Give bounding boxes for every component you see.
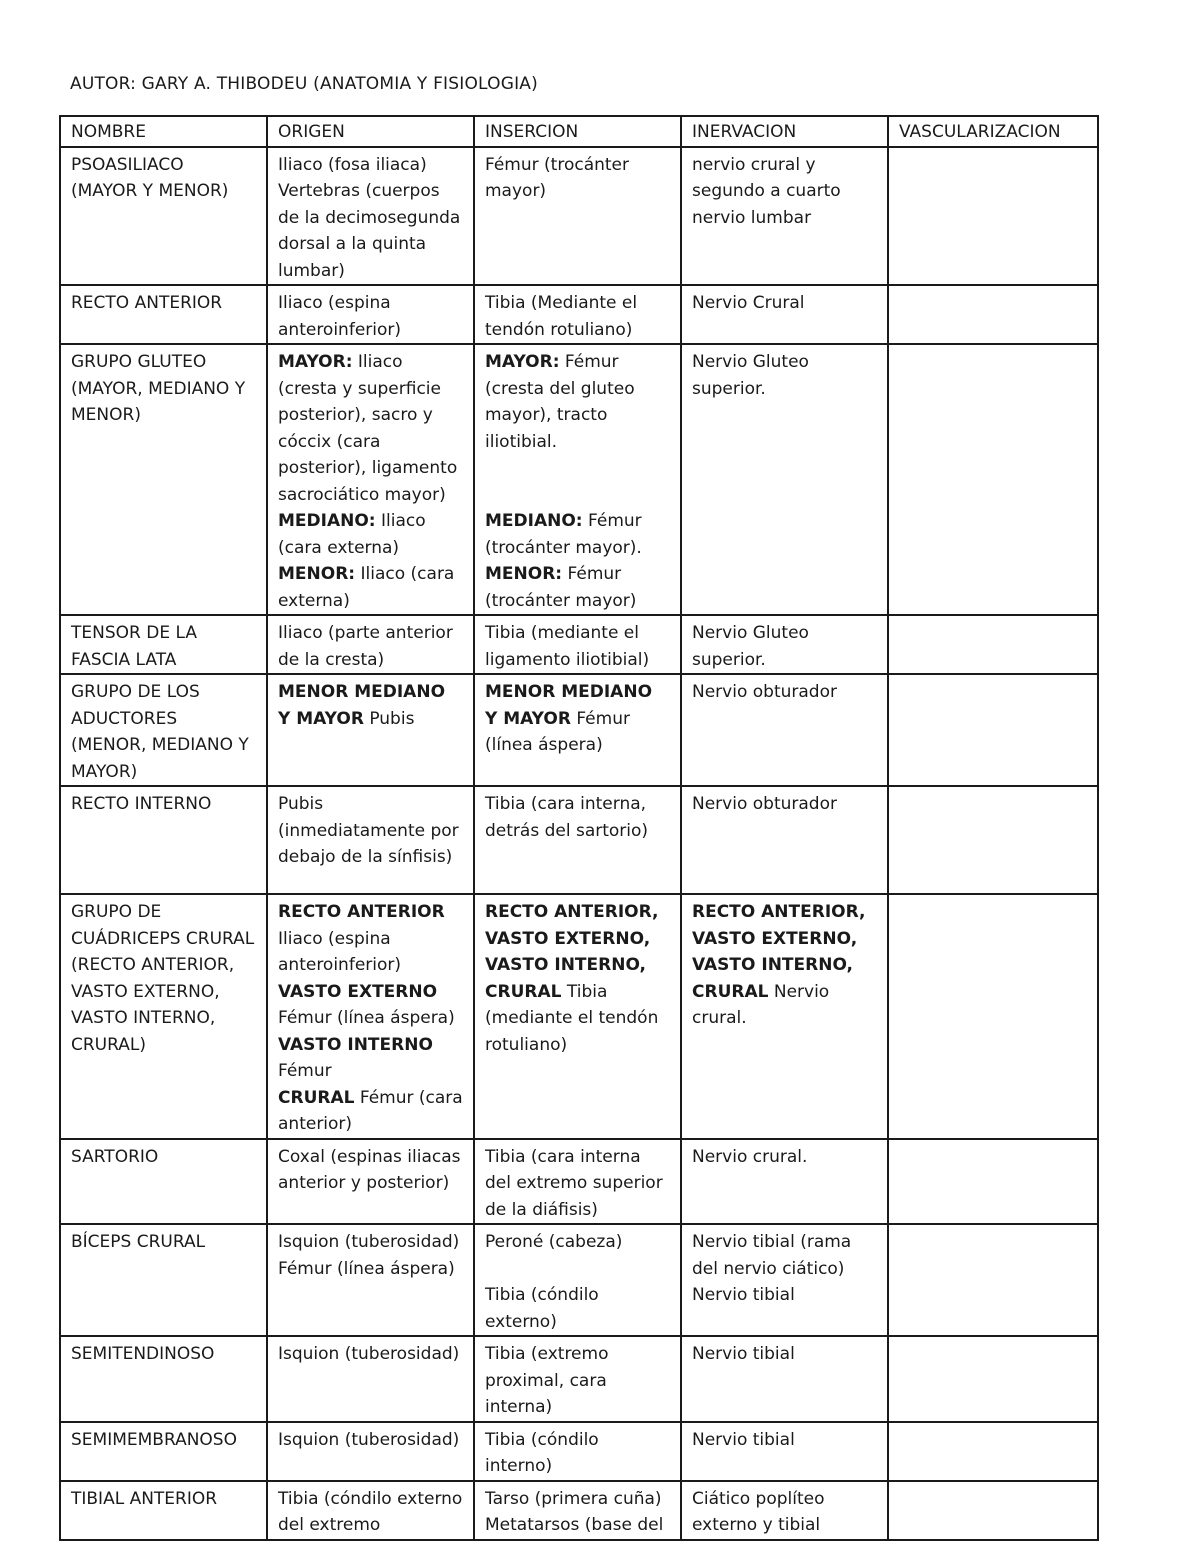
cell-origen: [267, 1422, 474, 1481]
cell-text: Nervio tibial: [692, 1285, 795, 1305]
cell-vascularizacion: [888, 1422, 1098, 1481]
cell-paragraph: [692, 1427, 877, 1454]
cell-text: Tibia (cóndilo externo del extremo: [278, 1488, 463, 1535]
cell-text: SEMITENDINOSO: [71, 1344, 215, 1364]
cell-nombre: [60, 1336, 267, 1422]
cell-paragraph: [485, 620, 670, 673]
cell-insercion: [474, 147, 681, 286]
table-header-row: [60, 116, 1098, 147]
cell-text: Vertebras (cuerpos de la decimosegunda dorsal a la quinta lumbar): [278, 181, 461, 281]
cell-text: Fémur (cara anterior): [278, 1087, 463, 1134]
table-row: [60, 894, 1098, 1139]
cell-origen: [267, 894, 474, 1139]
cell-paragraph: [278, 178, 463, 284]
cell-text: Nervio crural.: [692, 1146, 808, 1167]
cell-paragraph: [485, 899, 670, 1058]
cell-paragraph: [692, 1282, 877, 1309]
cell-paragraph: [692, 620, 877, 673]
cell-paragraph: [278, 791, 463, 871]
cell-paragraph: [278, 1341, 463, 1368]
cell-vascularizacion: [888, 894, 1098, 1139]
cell-text: Fémur (línea áspera): [278, 1008, 455, 1028]
cell-text: Fémur: [278, 1061, 332, 1081]
table-row: [60, 147, 1098, 286]
cell-text: RECTO INTERNO: [71, 794, 212, 814]
cell-inervacion: [681, 147, 888, 286]
cell-inervacion: [681, 344, 888, 615]
cell-paragraph: [485, 290, 670, 343]
cell-nombre: [60, 674, 267, 786]
cell-nombre: [60, 285, 267, 344]
cell-paragraph: [692, 349, 877, 402]
cell-text: Nervio Crural: [692, 293, 805, 313]
cell-paragraph: [278, 1229, 463, 1256]
muscle-table: [59, 115, 1099, 1541]
cell-vascularizacion: [888, 674, 1098, 786]
cell-insercion: [474, 1336, 681, 1422]
cell-paragraph: [692, 152, 877, 232]
cell-paragraph: [485, 1486, 670, 1513]
cell-vascularizacion: [888, 1336, 1098, 1422]
cell-insercion: [474, 285, 681, 344]
cell-text: Nervio crural.: [692, 981, 830, 1028]
cell-vascularizacion: [888, 615, 1098, 674]
table-row: [60, 1139, 1098, 1225]
cell-paragraph: [278, 1427, 463, 1454]
cell-nombre: [60, 344, 267, 615]
cell-vascularizacion: [888, 285, 1098, 344]
bold-label: MENOR MEDIANO Y MAYOR: [278, 682, 446, 729]
cell-paragraph: [278, 1085, 463, 1138]
cell-paragraph: [278, 620, 463, 673]
cell-insercion: [474, 1481, 681, 1540]
cell-inervacion: [681, 1336, 888, 1422]
cell-origen: [267, 1139, 474, 1225]
bold-label: MENOR:: [278, 564, 356, 584]
cell-nombre: [60, 1224, 267, 1336]
table-row: [60, 1481, 1098, 1540]
table-row: [60, 1224, 1098, 1336]
cell-paragraph: [692, 1144, 877, 1171]
bold-label: MAYOR:: [278, 352, 353, 372]
cell-paragraph: [278, 290, 463, 343]
cell-paragraph: [692, 1229, 877, 1282]
cell-text: Iliaco (cara externa): [278, 511, 426, 558]
cell-text: Tibia (extremo proximal, cara interna): [485, 1344, 609, 1417]
cell-vascularizacion: [888, 786, 1098, 894]
cell-paragraph: [692, 290, 877, 317]
header-nombre: NOMBRE: [60, 116, 267, 147]
cell-text: Isquion (tuberosidad): [278, 1232, 460, 1252]
bold-label: MEDIANO:: [278, 511, 376, 531]
cell-nombre: [60, 1481, 267, 1540]
cell-vascularizacion: [888, 1481, 1098, 1540]
cell-text: Coxal (espinas iliacas anterior y posterior): [278, 1146, 461, 1193]
cell-paragraph: [278, 561, 463, 614]
cell-vascularizacion: [888, 1224, 1098, 1336]
cell-paragraph: [692, 899, 877, 1032]
cell-text: Fémur (trocánter mayor): [485, 154, 630, 201]
cell-insercion: [474, 615, 681, 674]
bold-label: MEDIANO:: [485, 511, 583, 531]
table-row: [60, 674, 1098, 786]
cell-text: Nervio tibial: [692, 1344, 795, 1364]
cell-text: Tibia (mediante el tendón rotuliano): [485, 981, 659, 1055]
cell-text: Isquion (tuberosidad): [278, 1344, 460, 1364]
bold-label: MAYOR:: [485, 352, 560, 372]
cell-paragraph: [485, 1427, 670, 1480]
cell-origen: [267, 147, 474, 286]
cell-paragraph: [692, 1341, 877, 1368]
cell-nombre: [60, 786, 267, 894]
header-insercion: INSERCION: [474, 116, 681, 147]
cell-text: Ciático poplíteo externo y tibial: [692, 1488, 825, 1535]
cell-text: BÍCEPS CRURAL: [71, 1232, 206, 1252]
cell-paragraph: [278, 1256, 463, 1283]
cell-text: TENSOR DE LA FASCIA LATA: [71, 623, 197, 670]
cell-text: Tibia (mediante el ligamento iliotibial): [485, 623, 650, 670]
cell-nombre: [60, 615, 267, 674]
cell-origen: [267, 786, 474, 894]
cell-insercion: [474, 786, 681, 894]
cell-text: Fémur (línea áspera): [278, 1258, 455, 1279]
bold-label: RECTO ANTERIOR: [278, 902, 445, 922]
cell-nombre: [60, 1139, 267, 1225]
cell-inervacion: [681, 615, 888, 674]
cell-inervacion: [681, 1224, 888, 1336]
cell-text: Nervio obturador: [692, 682, 837, 702]
cell-text: Tibia (cara interna del extremo superior de la diáfisis): [485, 1146, 663, 1220]
document-author: AUTOR: GARY A. THIBODEU (ANATOMIA Y FISIOLOGIA): [70, 74, 538, 94]
cell-insercion: [474, 674, 681, 786]
cell-text: Iliaco (fosa iliaca): [278, 154, 427, 175]
cell-text: Fémur (cresta del gluteo mayor), tracto iliotibial.: [485, 352, 635, 452]
cell-text: Metatarsos (base del: [485, 1515, 664, 1535]
cell-text: Nervio tibial (rama del nervio ciático): [692, 1232, 852, 1279]
cell-paragraph: [692, 679, 877, 706]
cell-text: Pubis (inmediatamente por debajo de la sínfisis): [278, 794, 459, 867]
cell-text: Fémur (línea áspera): [485, 708, 630, 755]
cell-origen: [267, 1481, 474, 1540]
cell-text: (MAYOR Y MENOR): [71, 181, 229, 201]
cell-paragraph: [278, 1144, 463, 1197]
cell-paragraph: [485, 1282, 670, 1335]
bold-label: MENOR:: [485, 564, 563, 584]
cell-text: Fémur (trocánter mayor).: [485, 511, 642, 558]
cell-origen: [267, 1224, 474, 1336]
bold-label: MENOR MEDIANO Y MAYOR: [485, 682, 653, 729]
header-inervacion: INERVACION: [681, 116, 888, 147]
cell-paragraph: [278, 508, 463, 561]
cell-paragraph: [278, 1486, 463, 1539]
cell-text: Nervio tibial: [692, 1429, 795, 1450]
spacer: [485, 455, 670, 508]
cell-paragraph: [485, 1229, 670, 1256]
spacer: [485, 1256, 670, 1283]
cell-text: GRUPO DE CUÁDRICEPS CRURAL (RECTO ANTERIOR, VASTO EXTERNO, VASTO INTERNO, CRURAL): [71, 902, 255, 1055]
cell-paragraph: [278, 899, 463, 979]
bold-label: RECTO ANTERIOR, VASTO EXTERNO, VASTO INTERNO, CRURAL: [485, 902, 659, 1002]
cell-insercion: [474, 1139, 681, 1225]
cell-paragraph: [485, 508, 670, 561]
cell-paragraph: [485, 1512, 670, 1539]
cell-paragraph: [485, 1341, 670, 1421]
header-vascularizacion: VASCULARIZACION: [888, 116, 1098, 147]
cell-text: Tibia (cóndilo interno): [485, 1429, 599, 1476]
table-row: [60, 285, 1098, 344]
bold-label: CRURAL: [278, 1087, 355, 1108]
cell-text: Tibia (cóndilo externo): [485, 1285, 599, 1332]
cell-paragraph: [485, 679, 670, 759]
cell-inervacion: [681, 1139, 888, 1225]
cell-text: Nervio obturador: [692, 794, 837, 814]
cell-insercion: [474, 894, 681, 1139]
cell-paragraph: [485, 1144, 670, 1224]
table-row: [60, 1422, 1098, 1481]
cell-text: Iliaco (cara externa): [278, 564, 455, 611]
cell-paragraph: [485, 152, 670, 205]
cell-vascularizacion: [888, 147, 1098, 286]
cell-origen: [267, 344, 474, 615]
cell-paragraph: [278, 1032, 463, 1085]
cell-inervacion: [681, 786, 888, 894]
cell-inervacion: [681, 1422, 888, 1481]
cell-origen: [267, 1336, 474, 1422]
cell-paragraph: [692, 791, 877, 818]
cell-inervacion: [681, 894, 888, 1139]
cell-paragraph: [278, 349, 463, 508]
cell-vascularizacion: [888, 344, 1098, 615]
cell-inervacion: [681, 285, 888, 344]
cell-text: Nervio Gluteo superior.: [692, 352, 809, 399]
cell-text: RECTO ANTERIOR: [71, 293, 223, 313]
cell-paragraph: [278, 979, 463, 1032]
cell-paragraph: [278, 152, 463, 179]
cell-insercion: [474, 1422, 681, 1481]
cell-origen: [267, 674, 474, 786]
cell-origen: [267, 285, 474, 344]
cell-paragraph: [485, 561, 670, 614]
cell-text: Tarso (primera cuña): [485, 1488, 662, 1509]
table-row: [60, 786, 1098, 894]
cell-text: Tibia (cara interna, detrás del sartorio): [485, 794, 649, 841]
cell-text: Nervio Gluteo superior.: [692, 623, 809, 670]
table-row: [60, 344, 1098, 615]
cell-text: Iliaco (espina anteroinferior): [278, 928, 402, 975]
table-row: [60, 615, 1098, 674]
cell-insercion: [474, 344, 681, 615]
cell-text: Pubis: [363, 708, 415, 729]
cell-nombre: [60, 894, 267, 1139]
cell-paragraph: [692, 1486, 877, 1539]
cell-nombre: [60, 147, 267, 286]
cell-text: SEMIMEMBRANOSO: [71, 1429, 237, 1450]
bold-label: RECTO ANTERIOR, VASTO EXTERNO, VASTO INTERNO, CRURAL: [692, 902, 866, 1002]
cell-text: Iliaco (espina anteroinferior): [278, 293, 402, 340]
cell-text: Iliaco (cresta y superficie posterior), sacro y cóccix (cara posterior), ligamento sacrociático mayor): [278, 352, 458, 505]
cell-inervacion: [681, 674, 888, 786]
cell-text: Isquion (tuberosidad): [278, 1429, 460, 1450]
header-origen: ORIGEN: [267, 116, 474, 147]
cell-text: Iliaco (parte anterior de la cresta): [278, 623, 453, 670]
cell-paragraph: [485, 791, 670, 844]
cell-text: GRUPO DE LOS ADUCTORES (MENOR, MEDIANO Y MAYOR): [71, 682, 249, 782]
cell-vascularizacion: [888, 1139, 1098, 1225]
cell-text: Fémur (trocánter mayor): [485, 564, 637, 611]
bold-label: VASTO EXTERNO: [278, 981, 438, 1002]
cell-text: nervio crural y segundo a cuarto nervio lumbar: [692, 154, 841, 228]
cell-text: SARTORIO: [71, 1146, 159, 1167]
table-row: [60, 1336, 1098, 1422]
cell-text: TIBIAL ANTERIOR: [71, 1488, 218, 1509]
cell-paragraph: [485, 349, 670, 455]
bold-label: VASTO INTERNO: [278, 1034, 433, 1055]
cell-text: Peroné (cabeza): [485, 1232, 623, 1252]
cell-text: PSOASILIACO: [71, 154, 184, 175]
cell-text: GRUPO GLUTEO (MAYOR, MEDIANO Y MENOR): [71, 352, 246, 425]
cell-text: Tibia (Mediante el tendón rotuliano): [485, 293, 638, 340]
cell-inervacion: [681, 1481, 888, 1540]
cell-nombre: [60, 1422, 267, 1481]
cell-origen: [267, 615, 474, 674]
cell-insercion: [474, 1224, 681, 1336]
cell-paragraph: [278, 679, 463, 732]
